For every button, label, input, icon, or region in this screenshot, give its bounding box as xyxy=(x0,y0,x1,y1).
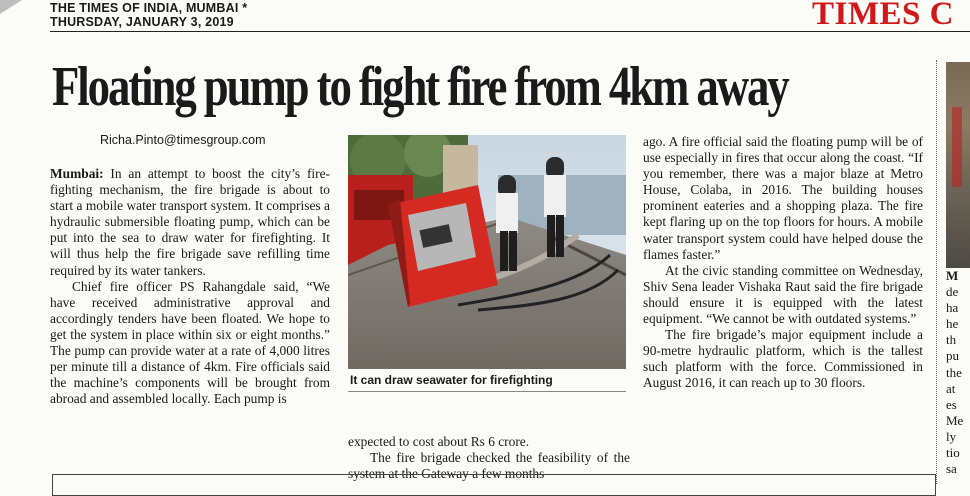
article-paragraph: At the civic standing committee on Wednesday, Shiv Sena leader Vishaka Raut said the fire brigade should ensure it is equipped with the latest equipment. “We cannot be with outdated systems.” xyxy=(643,262,923,327)
newspaper-name: THE TIMES OF INDIA, MUMBAI * xyxy=(50,1,248,15)
article-paragraph: ago. A fire official said the floating pump will be of use especially in fires that occur along the coast. “If you remember, there was a major blaze at Metro House, Colaba, in 2016. The building houses prominent eateries and a shopping plaza. The fire kept flaring up on the top floors for hours. A mobile water transport system could have helped douse the flames faster.” xyxy=(643,134,923,262)
photo-illustration xyxy=(348,135,626,369)
article-paragraph xyxy=(50,166,330,279)
article-photo xyxy=(348,135,626,369)
article-column-1 xyxy=(50,166,330,407)
headline: Floating pump to fight fire from 4km away xyxy=(52,56,788,118)
adjacent-photo xyxy=(946,62,970,268)
article-column-3 xyxy=(643,134,923,392)
adjacent-article-edge xyxy=(946,62,970,484)
caption-rule xyxy=(348,391,626,392)
photo-caption: It can draw seawater for firefighting xyxy=(350,373,553,387)
issue-date: THURSDAY, JANUARY 3, 2019 xyxy=(50,15,234,29)
byline: Richa.Pinto@timesgroup.com xyxy=(100,133,266,147)
bottom-box-frame xyxy=(52,474,936,496)
section-brand: TIMES C xyxy=(812,0,954,32)
article-paragraph: Chief fire officer PS Rahangdale said, “We have received administrative approval and accordingly tenders have been floated. We hope to get the system in place within six or eight months.” The pump can provide water at a rate of 4,000 litres per minute till a distance of 4km. Fire officials said the machine’s components will be brought from abroad and assembled locally. Each pump is xyxy=(50,278,330,407)
article-paragraph: The fire brigade’s major equipment include a 90-metre hydraulic platform, which is the tallest such platform with the force. Commissioned in August 2016, it can reach up to 30 floors. xyxy=(643,327,923,391)
column-divider xyxy=(936,60,937,484)
dateline: Mumbai: xyxy=(50,166,104,181)
adjacent-article-text: M de ha he th pu the at es Me ly tio sa xyxy=(946,268,964,477)
paragraph-text: In an attempt to boost the city’s fire-fighting mechanism, the fire brigade is about to start a mobile water transport system. It comprises a hydraulic submersible floating pump, which can be put into the sea to draw water for firefighting. It will thus help the fire brigade save refilling time required by its water tankers. xyxy=(50,166,330,278)
page-corner-mark xyxy=(0,0,22,14)
article-paragraph: expected to cost about Rs 6 crore. xyxy=(348,434,530,449)
article-paragraph: The fire brigade checked the feasibility of the system at the Gateway a few months xyxy=(348,450,630,482)
